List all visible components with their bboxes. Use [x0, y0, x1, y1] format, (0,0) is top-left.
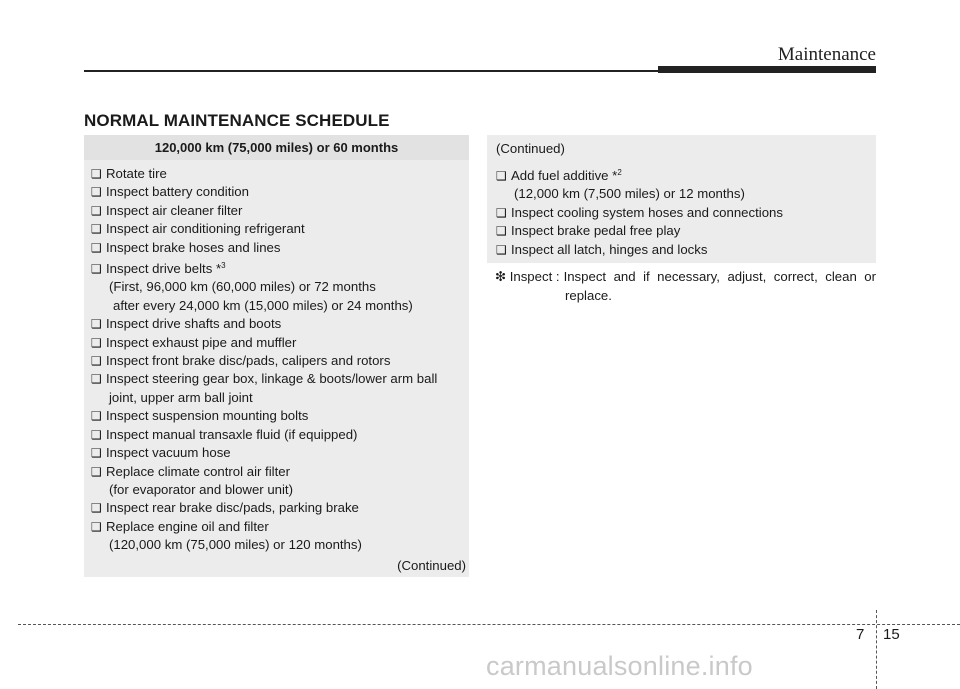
- footnote-marker: 2: [617, 168, 622, 177]
- list-item-label: Inspect brake pedal free play: [511, 223, 681, 239]
- checkbox-icon: ❑: [91, 354, 102, 369]
- checkbox-icon: ❑: [91, 240, 102, 255]
- list-item-subline: (for evaporator and blower unit): [109, 481, 293, 497]
- checkbox-icon: ❑: [91, 519, 102, 534]
- list-item: [91, 518, 469, 536]
- list-item: [91, 257, 469, 278]
- list-item-label: Inspect brake hoses and lines: [106, 239, 281, 255]
- list-item: [91, 352, 469, 370]
- list-item-subline: (12,000 km (7,500 miles) or 12 months): [514, 186, 745, 202]
- schedule-box-header: 120,000 km (75,000 miles) or 60 months: [84, 135, 469, 160]
- list-item-label: Inspect suspension mounting bolts: [106, 408, 309, 424]
- chapter-number: 7: [856, 626, 865, 643]
- checkbox-icon: ❑: [91, 185, 102, 200]
- list-item: [496, 222, 876, 240]
- inspect-note-line1: Inspect and if necessary, adjust, correct, clean or: [563, 269, 876, 284]
- list-item: [91, 334, 469, 352]
- list-item-label: Inspect cooling system hoses and connections: [511, 204, 783, 220]
- list-item: [91, 444, 469, 462]
- watermark[interactable]: carmanualsonline.info: [486, 651, 753, 681]
- checkbox-icon: ❑: [91, 203, 102, 218]
- list-item-subline: joint, upper arm ball joint: [109, 389, 253, 405]
- checkbox-icon: ❑: [91, 409, 102, 424]
- list-item-label: Inspect all latch, hinges and locks: [511, 241, 708, 257]
- list-item: [91, 407, 469, 425]
- list-item: [91, 315, 469, 333]
- checkbox-icon: ❑: [91, 335, 102, 350]
- list-item: [91, 426, 469, 444]
- inspect-note-line2: replace.: [565, 287, 612, 303]
- list-item-label: Inspect air conditioning refrigerant: [106, 221, 305, 237]
- inspect-note: [495, 268, 876, 305]
- schedule-box-continued: [487, 135, 876, 263]
- schedule-item-list-continued: [487, 158, 876, 259]
- schedule-box-120000: [84, 135, 469, 577]
- checkbox-icon: ❑: [91, 446, 102, 461]
- list-item: [91, 202, 469, 220]
- list-item: [496, 241, 876, 259]
- list-item-label: Inspect vacuum hose: [106, 445, 231, 461]
- checkbox-icon: ❑: [91, 167, 102, 181]
- checkbox-icon: ❑: [496, 224, 507, 239]
- inspect-note-label: ❇ Inspect :: [495, 269, 560, 284]
- checkbox-icon: ❑: [91, 317, 102, 332]
- list-item-subline: (120,000 km (75,000 miles) or 120 months): [109, 537, 362, 553]
- header-rule: [84, 70, 658, 72]
- schedule-item-list: [84, 160, 469, 555]
- continued-label-top: (Continued): [496, 141, 565, 156]
- list-item: [91, 220, 469, 238]
- page-title: NORMAL MAINTENANCE SCHEDULE: [84, 111, 390, 130]
- checkbox-icon: ❑: [496, 169, 507, 183]
- list-item: [496, 204, 876, 222]
- header-bar: [658, 66, 876, 73]
- checkbox-icon: ❑: [91, 427, 102, 442]
- list-item-subline: after every 24,000 km (15,000 miles) or 24 months): [113, 297, 413, 313]
- list-item: [91, 165, 469, 183]
- checkbox-icon: ❑: [91, 501, 102, 516]
- list-item: [91, 239, 469, 257]
- checkbox-icon: ❑: [496, 242, 507, 257]
- list-item-label: Add fuel additive *: [511, 168, 618, 183]
- list-item-label: Inspect manual transaxle fluid (if equipped): [106, 426, 358, 442]
- list-item-label: Inspect battery condition: [106, 184, 249, 200]
- checkbox-icon: ❑: [496, 205, 507, 220]
- footnote-marker: 3: [221, 261, 226, 271]
- section-header-title: Maintenance: [777, 44, 876, 65]
- list-item-label: Inspect drive belts *: [106, 261, 222, 277]
- checkbox-icon: ❑: [91, 262, 102, 277]
- list-item-subline: (First, 96,000 km (60,000 miles) or 72 months: [109, 279, 376, 295]
- footer-divider: [876, 610, 877, 689]
- list-item: [91, 463, 469, 481]
- checkbox-icon: ❑: [91, 464, 102, 479]
- list-item: [496, 164, 876, 185]
- list-item-label: Inspect rear brake disc/pads, parking brake: [106, 500, 359, 516]
- list-item: [91, 183, 469, 201]
- list-item: [91, 499, 469, 517]
- list-item-label: Inspect steering gear box, linkage & boots/lower arm ball: [106, 371, 438, 387]
- page-number: 15: [883, 626, 900, 643]
- checkbox-icon: ❑: [91, 222, 102, 237]
- continued-label: (Continued): [397, 558, 466, 573]
- list-item: [91, 370, 469, 388]
- list-item-label: Rotate tire: [106, 166, 167, 181]
- list-item-label: Inspect front brake disc/pads, calipers and rotors: [106, 353, 391, 369]
- list-item-label: Inspect drive shafts and boots: [106, 316, 282, 332]
- list-item-label: Inspect air cleaner filter: [106, 202, 243, 218]
- footer-rule: [18, 624, 960, 625]
- checkbox-icon: ❑: [91, 372, 102, 387]
- list-item-label: Replace engine oil and filter: [106, 518, 269, 534]
- list-item-label: Replace climate control air filter: [106, 463, 290, 479]
- list-item-label: Inspect exhaust pipe and muffler: [106, 334, 297, 350]
